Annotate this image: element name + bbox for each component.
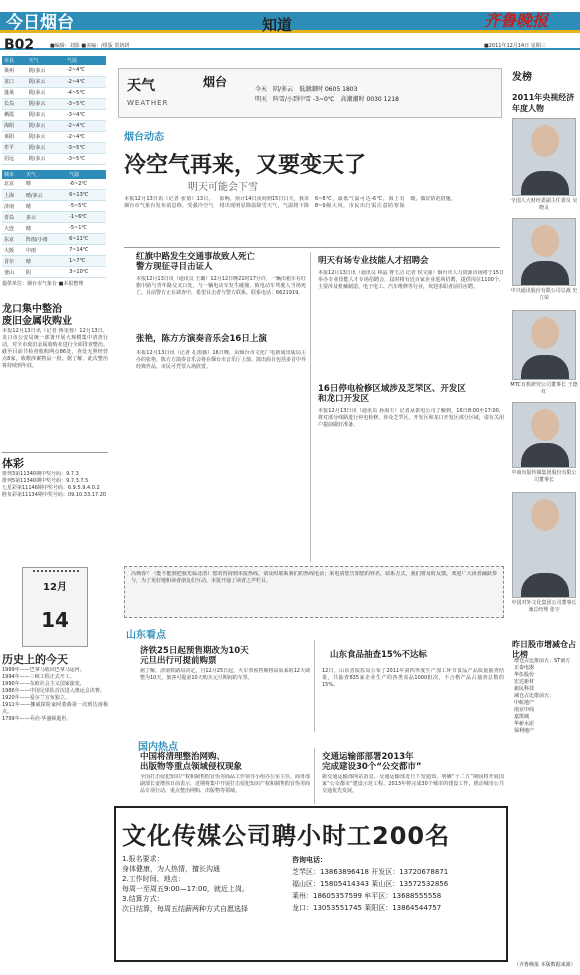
- headline-rail: 济铁25日起预售期改为10天 元旦出行可提前购票: [140, 646, 249, 666]
- col-header: 天气: [27, 56, 65, 65]
- table-row: [2, 245, 106, 256]
- body-accident: 本报12月13日讯（通讯员 王璐）12月12日晚21时17分许，一辆出租车在红旗中路与青年路交叉口处，与一辆电动车发生碰撞，致电动车驾驶人当场死亡。目前警方正在调查中，希望目击者与警方联系。联系电话：6621919。: [136, 276, 306, 296]
- table-cell: 牟平: [2, 142, 27, 153]
- section-title: 今日烟台: [6, 13, 74, 33]
- table-row: [2, 190, 106, 201]
- history-body: 1999年——巴拿马收回巴拿马运河。 1994年——三峡工程正式开工。 1990年——东欧社会主义国家演变。 1986年——中国足球队首次进入奥运会决赛。 1920年——爱尔兰宣布独立。 1911年——挪威探险家阿蒙森第一次到达南极点。 1799年——乔治·华盛顿逝世。: [2, 667, 108, 722]
- lottery-body: 排列3第11340期中奖号码：9.7.3 排列5第11340期中奖号码：9.7.3.7.5 七星彩第11146期中奖号码：6.9.5.9.4.0.2 胜负彩第11134期中奖号码：09.10.33.17.20: [2, 471, 107, 498]
- table-cell: -2~4℃: [65, 76, 106, 87]
- today-label: 今天: [255, 86, 268, 93]
- tomorrow-weather: 阵雪/小到中雪 -3~0℃: [273, 96, 335, 103]
- column-title: 知道: [262, 16, 293, 34]
- contact-label: 咨询电话：: [292, 856, 327, 864]
- table-cell: 上海: [2, 190, 24, 201]
- table-cell: 晴/多云: [24, 190, 67, 201]
- body-concert: 本报12月13日讯（记者 孔雨薇）16日晚，由烟台市文化广电新闻出版局主办的张艳、陈方方演奏音乐会将在烟台市音乐厅上演。演出曲目包括多首中外经典作品，市民可凭票入场欣赏。: [136, 350, 306, 370]
- headline-ip: 中国将清理整治网购、 出版物等重点领域侵权现象: [140, 752, 243, 772]
- table-cell: 晴: [24, 256, 67, 267]
- table-cell: 晴: [24, 223, 67, 234]
- table-cell: 龙口: [2, 76, 27, 87]
- ad-title: 文化传媒公司聘小时工200名: [122, 822, 451, 850]
- table-cell: 釜山: [2, 267, 24, 278]
- lottery-title: 体彩: [2, 452, 108, 471]
- section-local: 烟台动态: [124, 132, 164, 143]
- caption-5: 中国对外文化集团公司董事长兼总经理 张宇: [511, 600, 577, 613]
- calendar: [22, 567, 88, 647]
- table-cell: 晴: [24, 179, 67, 190]
- table-row: [2, 256, 106, 267]
- col-header: 市县: [2, 56, 27, 65]
- body-ip: 全国打击侵犯知识产权和制售假冒伪劣商品工作领导小组办公室主任、商务部副部长姜增伟日前表示，近期将集中开展打击侵犯知识产权和制售假冒伪劣商品专项行动，重点整治网购、出版物等领域。: [140, 774, 310, 794]
- page-number: B02: [4, 37, 35, 53]
- weather-en: WEATHER: [127, 99, 169, 107]
- job-advertisement: [114, 806, 508, 962]
- table-cell: 蓬莱: [2, 87, 27, 98]
- table-cell: 阴/多云: [27, 131, 65, 142]
- contact-phones: 芝罘区：13863896418 开发区：13720678871 福山区：15805414343 莱山区：13572532856 莱州：18605357599 牟平区：13688555558 龙口：13053551745 莱阳区：13864544757: [292, 868, 449, 912]
- table-cell: 阵雨/小雨: [24, 234, 67, 245]
- table-cell: 多云: [24, 212, 67, 223]
- portrait-3: [512, 310, 576, 380]
- table-cell: -3~5℃: [65, 153, 106, 164]
- body-jobfair: 本报12月13日讯（通讯员 林晶 曹玉洁 记者 侯文强）烟台市人力资源市场将于15日举办专业技能人才专场招聘会，届时将有近百家企业进场招聘，提供岗位1100个，主要涉及机械制造、电子电工、汽车维修等行业，欢迎求职者前往应聘。: [318, 270, 504, 290]
- table-cell: 1~7℃: [67, 256, 106, 267]
- issue-date: ■2011年12月14日 星期三: [484, 43, 546, 49]
- table-cell: -3~5℃: [65, 98, 106, 109]
- col-header: 气温: [65, 56, 106, 65]
- newspaper-logo: 齐鲁晚报: [484, 11, 549, 30]
- table-row: [2, 87, 106, 98]
- column-divider: [310, 252, 311, 562]
- table-row: [2, 142, 106, 153]
- story-body: 本报12月13日讯（记者 蒋雯蓉）12月13日，龙口市公安局统一部署开展大规模集中清查行动，对全市废旧金属收购业进行全面排查整治。截至目前共检查收购网点86处，查处无照经营点8家，收缴涉案物品一批。据了解，此次整治将持续到年底。: [2, 328, 108, 369]
- caption-3: MTC有机研究公司董事长 王德红: [510, 382, 578, 395]
- table-cell: -2~4℃: [65, 65, 106, 76]
- weather-rows: [255, 85, 399, 105]
- notice-text: 冯焕春？（能不能到把我光临北清）您的咨询到本报热线，请及时联系我们的热线电话；来电请您告知您的姓名、联系方式，我们将及时反馈。欢迎广大读者踊跃参与，为了更好地和读者朋友们互动，本报开通了读者之声栏目。: [131, 571, 497, 584]
- table-cell: 海阳: [2, 120, 27, 131]
- body-food: 12日，山东省质监局公布了2011年第四季度生产加工环节食品产品质量抽查结果，共抽查835家企业生产的各类食品1000批次，不合格产品占抽查总数的15%。: [322, 668, 504, 688]
- right-column: [508, 56, 580, 975]
- ad-contact: [292, 854, 502, 914]
- table-row: [2, 76, 106, 87]
- table-row: [2, 120, 106, 131]
- left-column: [2, 56, 108, 975]
- calendar-day: 14: [41, 608, 69, 632]
- county-weather-table: [2, 56, 106, 165]
- table-cell: 青岛: [2, 212, 24, 223]
- table-row: [2, 234, 106, 245]
- col-header: 城市: [2, 170, 24, 179]
- table-cell: 大连: [2, 223, 24, 234]
- headline-jobfair: 明天有场专业技能人才招聘会: [318, 256, 429, 266]
- weather-title: 天气: [127, 78, 155, 94]
- portrait-5: [512, 492, 576, 598]
- table-cell: 阴: [24, 267, 67, 278]
- table-row: [2, 131, 106, 142]
- table-cell: 东京: [2, 234, 24, 245]
- table-cell: 中雨: [24, 245, 67, 256]
- portrait-2: [512, 218, 576, 286]
- column-divider: [314, 640, 315, 732]
- headline-concert: 张艳，陈方方演奏音乐会16日上演: [136, 334, 267, 344]
- main-headline: 冷空气再来，又要变天了: [124, 153, 367, 178]
- table-cell: 北京: [2, 179, 24, 190]
- today-tide: 低潮潮时 0605 1803: [299, 86, 358, 93]
- table-row: [2, 109, 106, 120]
- table-cell: 长岛: [2, 98, 27, 109]
- table-cell: 阴/多云: [27, 153, 65, 164]
- table-row: [2, 212, 106, 223]
- table-cell: -3~5℃: [65, 142, 106, 153]
- table-cell: -4~5℃: [65, 87, 106, 98]
- stock-box-body: 增仓占比排前五：ST南方 正泰电器 华伍股份 宏达新材 新民科技 减仓占比排前五： 中航地产 南京中商 嘉凯城 华新水泥 保利地产: [514, 658, 571, 734]
- right-title: 发榜: [512, 72, 532, 83]
- calendar-month: 12月: [43, 582, 67, 593]
- table-cell: 阴/多云: [27, 120, 65, 131]
- right-footer: （齐鲁晚报 本版数据来源）: [514, 962, 576, 968]
- table-row: [2, 267, 106, 278]
- table-note: 提供单位：烟台市气象台 ■本报整理: [2, 281, 84, 287]
- calendar-rings: [33, 570, 79, 576]
- section-shandong: 山东看点: [126, 630, 166, 641]
- ad-requirements: 1.报名要求： 身体健康，为人热情，擅长沟通 2.工作时间、地点： 每周一至周五9:00—17:00，就近上岗。 3.结算方式： 次日结算，每周五结薪两种方式自愿选择: [122, 855, 249, 913]
- table-cell: 莱阳: [2, 131, 27, 142]
- col-header: 天气: [24, 170, 67, 179]
- table-cell: -5~1℃: [67, 223, 106, 234]
- table-cell: 大阪: [2, 245, 24, 256]
- table-cell: 3~10℃: [67, 267, 106, 278]
- caption-4: 中商出版传媒集团股份有限公司董事长: [511, 470, 577, 483]
- caption-2: 中兴通讯股份有限公司总裁 史立荣: [510, 288, 578, 301]
- table-row: [2, 179, 106, 190]
- table-row: [2, 201, 106, 212]
- table-cell: 招远: [2, 153, 27, 164]
- tomorrow-label: 明天: [255, 96, 268, 103]
- table-cell: 阴/多云: [27, 98, 65, 109]
- table-row: [2, 223, 106, 234]
- headline-transit: 交通运输部部署2013年 完成建设30个“公交都市”: [322, 752, 422, 772]
- editors: ■编辑：刘影 ■美编：/组版 贺妍妍: [50, 43, 130, 49]
- main-subhead: 明天可能会下雪: [188, 182, 258, 193]
- table-cell: 阴/多云: [27, 76, 65, 87]
- weather-box: [118, 68, 502, 118]
- table-cell: 晴: [24, 201, 67, 212]
- main-body: 本报12月13日讯（记者 张倩）13日，烟台市气象台发布消息称，受强冷空气影响，预计14日夜间到15日白天，我市将出现明显降温降雪天气，气温将下降6~8℃，最低气温可达-6℃，海上有8~9级大风。市民出行需注意防寒保暖，做好防范措施。: [124, 196, 456, 209]
- divider: [124, 247, 500, 248]
- headline-power: 16日停电检修区域涉及芝罘区、开发区和龙口开发区: [318, 384, 466, 404]
- table-cell: 阴/多云: [27, 87, 65, 98]
- table-cell: 6~11℃: [67, 234, 106, 245]
- table-cell: 阴/多云: [27, 65, 65, 76]
- reader-notice: [124, 566, 504, 618]
- table-row: [2, 65, 106, 76]
- table-cell: -3~4℃: [65, 109, 106, 120]
- page-header: [0, 0, 580, 52]
- table-cell: 首尔: [2, 256, 24, 267]
- body-transit: 据交通运输部网站消息，交通运输部近日下发通知，明确“十二五”期间将开展国家“公交都市”建设示范工程，2013年将完成30个城市的建设工作，推动城市公共交通优先发展。: [322, 774, 504, 794]
- table-cell: -2~4℃: [65, 120, 106, 131]
- headline-food: 山东食品抽查15%不达标: [330, 650, 427, 660]
- history-title: 历史上的今天: [2, 653, 68, 666]
- table-cell: -1~6℃: [67, 212, 106, 223]
- headline-accident: 红旗中路发生交通事故致人死亡 警方现征寻目击证人: [136, 252, 256, 272]
- right-subtitle: 2011年央视经济年度人物: [512, 93, 575, 113]
- body-rail: 据了解，济南铁路局决定，自12月25日起，火车票预售期将由原来的12天调整为10天，旅客可提前10天购买元旦期间的车票。: [140, 668, 310, 681]
- table-cell: 阴/多云: [27, 142, 65, 153]
- city-weather-table: [2, 170, 106, 279]
- weather-city: 烟台: [203, 75, 228, 89]
- col-header: 气温: [67, 170, 106, 179]
- table-row: [2, 153, 106, 164]
- table-cell: 济南: [2, 201, 24, 212]
- tomorrow-tide: 高潮潮时 0030 1218: [340, 96, 399, 103]
- table-cell: -6~2℃: [67, 179, 106, 190]
- stock-box-title: 昨日股市增减仓占比榜: [512, 640, 576, 659]
- table-cell: -5~5℃: [67, 201, 106, 212]
- body-power: 本报12月13日讯（通讯员 孙海玉）记者从供电公司了解到，16日8:00至17:00，将对部分线路进行停电检修，涉及芝罘区、开发区和龙口开发区部分区域，请有关用户提前做好准备。: [318, 408, 504, 428]
- table-cell: 莱州: [2, 65, 27, 76]
- story-title: 龙口集中整治 废旧金属收购业: [2, 304, 72, 327]
- today-weather: 阴/多云: [273, 86, 294, 93]
- table-row: [2, 98, 106, 109]
- table-cell: -2~4℃: [65, 131, 106, 142]
- portrait-1: [512, 118, 576, 196]
- table-cell: 阴/多云: [27, 109, 65, 120]
- caption-1: 全国人大财经委副主任委员 吴晓灵: [510, 198, 578, 211]
- column-divider: [314, 748, 315, 804]
- section-domestic: 国内热点: [138, 742, 178, 753]
- table-cell: 7~14℃: [67, 245, 106, 256]
- portrait-4: [512, 402, 576, 468]
- table-cell: 6~13℃: [67, 190, 106, 201]
- table-cell: 栖霞: [2, 109, 27, 120]
